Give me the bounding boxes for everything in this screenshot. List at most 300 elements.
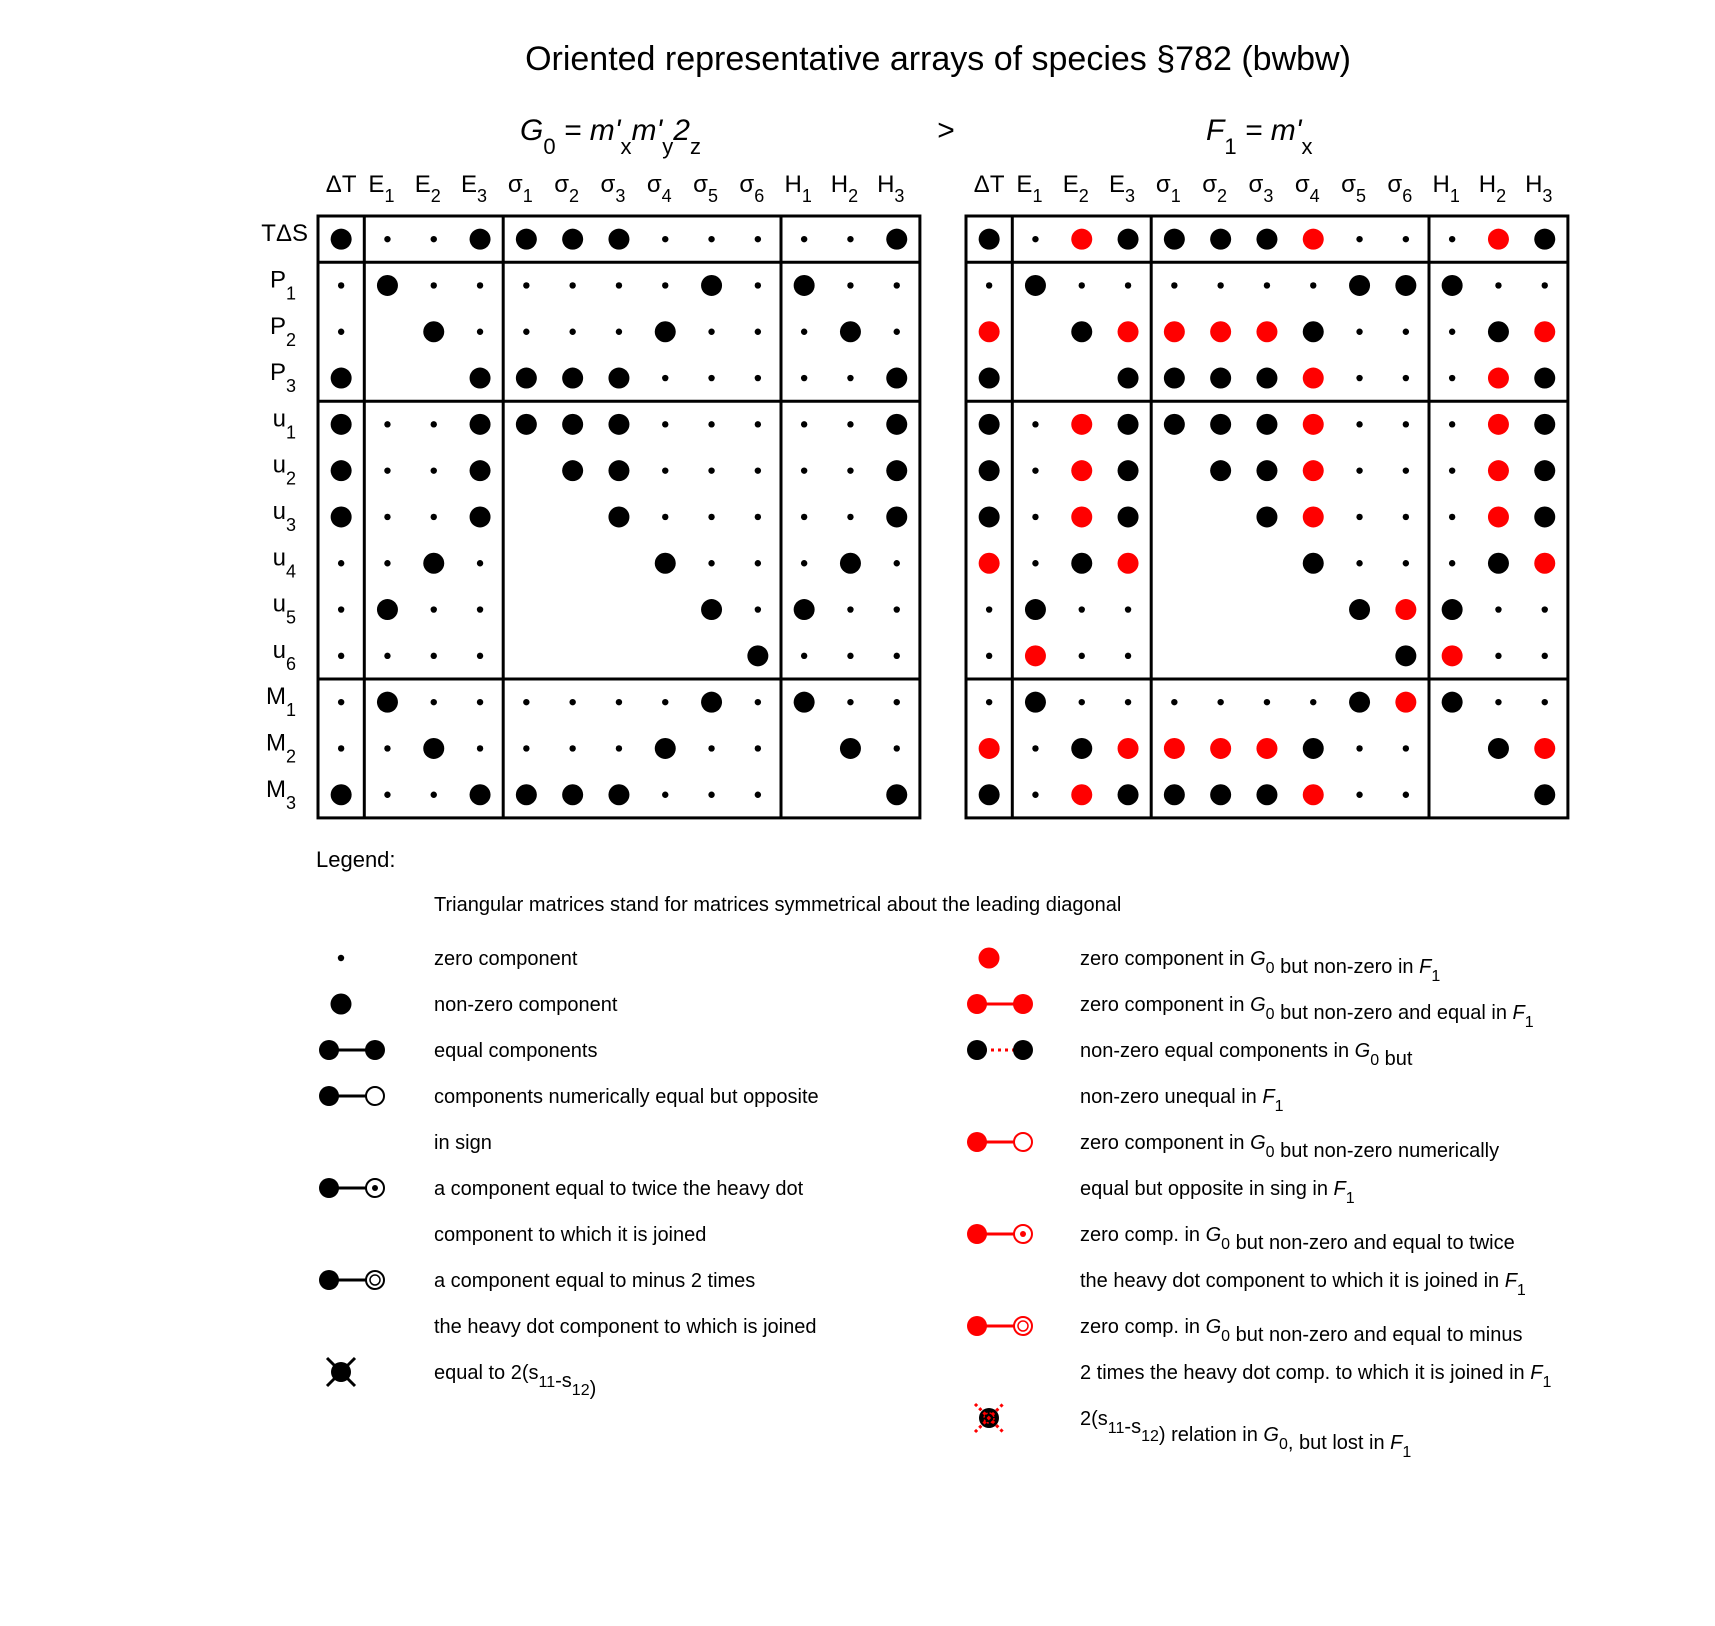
nonzero-dot	[886, 368, 907, 389]
zero-dot	[1356, 421, 1362, 427]
zero-dot	[1403, 421, 1409, 427]
legend-text: $2(s_{11}-s_{12})$ relation in $G_0$, but lost in $F_1$	[1080, 1408, 1412, 1461]
red-dot	[1488, 229, 1509, 250]
nonzero-dot	[979, 506, 1000, 527]
nonzero-dot	[794, 692, 815, 713]
legend-left-column	[319, 948, 819, 1400]
legend-text: non-zero component	[434, 994, 618, 1016]
zero-dot	[801, 514, 807, 520]
red-dot	[1303, 229, 1324, 250]
nonzero-dot	[1488, 553, 1509, 574]
zero-dot	[1403, 236, 1409, 242]
crossed-dot-icon	[327, 1358, 355, 1386]
nonzero-dot	[1210, 368, 1231, 389]
zero-dot	[801, 236, 807, 242]
red-dot	[1534, 553, 1555, 574]
nonzero-dot	[470, 414, 491, 435]
right-col-header: $\sigma_5$	[1341, 171, 1366, 206]
right-group-label	[1206, 114, 1313, 159]
zero-dot	[847, 421, 853, 427]
legend-text: a component equal to minus 2 times	[434, 1270, 756, 1292]
red-dot-icon	[979, 948, 1000, 969]
left-col-header: $\sigma_4$	[646, 171, 672, 206]
zero-dot	[894, 745, 900, 751]
red-equal-link-icon	[967, 994, 1033, 1014]
nonzero-dot	[1395, 645, 1416, 666]
row-header: $P_3$	[269, 359, 296, 397]
row-header: $M_1$	[265, 683, 296, 721]
zero-dot	[431, 421, 437, 427]
zero-dot	[1032, 560, 1038, 566]
red-dot	[1303, 784, 1324, 805]
dotted-link-icon	[967, 1040, 1033, 1060]
zero-dot	[1079, 699, 1085, 705]
nonzero-dot	[608, 460, 629, 481]
zero-dot	[755, 699, 761, 705]
nonzero-dot	[608, 368, 629, 389]
zero-dot	[755, 375, 761, 381]
zero-dot	[1495, 699, 1501, 705]
nonzero-dot	[516, 414, 537, 435]
zero-dot	[847, 467, 853, 473]
nonzero-dot	[886, 784, 907, 805]
right-col-header: $H_2$	[1478, 171, 1507, 206]
nonzero-dot	[1071, 553, 1092, 574]
zero-dot	[616, 329, 622, 335]
nonzero-dot	[1210, 460, 1231, 481]
left-col-header: $\sigma_2$	[554, 171, 580, 206]
zero-dot	[1079, 653, 1085, 659]
red-dot	[1025, 645, 1046, 666]
zero-dot	[1449, 560, 1455, 566]
nonzero-dot	[331, 460, 352, 481]
right-col-header: $\sigma_6$	[1387, 171, 1413, 206]
red-opposite-link-icon	[967, 1132, 1032, 1152]
zero-dot	[1032, 745, 1038, 751]
nonzero-dot	[840, 738, 861, 759]
red-minus-two-link-icon	[967, 1316, 1032, 1336]
zero-dot	[708, 375, 714, 381]
legend-text: a component equal to twice the heavy dot	[434, 1178, 804, 1200]
nonzero-dot	[1256, 506, 1277, 527]
zero-dot	[847, 375, 853, 381]
zero-dot	[894, 653, 900, 659]
zero-dot	[1171, 282, 1177, 288]
zero-dot	[801, 421, 807, 427]
row-header: $M_2$	[265, 729, 296, 767]
legend-text: components numerically equal but opposite	[434, 1086, 819, 1108]
nonzero-dot	[331, 229, 352, 250]
zero-dot	[1310, 699, 1316, 705]
zero-dot	[1495, 606, 1501, 612]
legend-title: Legend:	[316, 847, 396, 872]
nonzero-dot	[979, 368, 1000, 389]
zero-dot	[1217, 282, 1223, 288]
lost-relation-icon	[975, 1404, 1003, 1432]
red-dot	[1164, 321, 1185, 342]
zero-dot	[708, 421, 714, 427]
nonzero-dot	[655, 553, 676, 574]
zero-dot	[1032, 421, 1038, 427]
zero-dot	[384, 236, 390, 242]
nonzero-dot	[423, 321, 444, 342]
red-dot	[1256, 321, 1277, 342]
nonzero-dot	[1164, 368, 1185, 389]
zero-dot	[801, 653, 807, 659]
zero-dot	[431, 282, 437, 288]
legend-text: 2 times the heavy dot comp. to which it is joined in $F_1$	[1080, 1362, 1552, 1391]
zero-dot	[477, 606, 483, 612]
zero-dot	[1032, 467, 1038, 473]
zero-dot	[708, 745, 714, 751]
right-col-header: $\sigma_1$	[1155, 171, 1181, 206]
red-dot	[1534, 321, 1555, 342]
zero-dot	[847, 699, 853, 705]
zero-dot	[1032, 792, 1038, 798]
zero-dot	[1356, 745, 1362, 751]
zero-dot	[847, 282, 853, 288]
red-dot	[1488, 414, 1509, 435]
zero-dot	[662, 421, 668, 427]
left-col-header: $\sigma_6$	[739, 171, 765, 206]
zero-dot	[523, 329, 529, 335]
zero-dot	[1264, 699, 1270, 705]
nonzero-dot	[1025, 599, 1046, 620]
nonzero-dot	[470, 229, 491, 250]
zero-dot	[1542, 282, 1548, 288]
legend-text: zero component in $G_0$ but non-zero and equal in $F_1$	[1080, 994, 1534, 1031]
nonzero-dot	[1256, 368, 1277, 389]
zero-dot	[384, 514, 390, 520]
legend-right-column	[967, 948, 1551, 1462]
nonzero-dot	[608, 784, 629, 805]
zero-dot	[894, 699, 900, 705]
nonzero-dot	[423, 738, 444, 759]
twice-link-icon	[319, 1178, 384, 1198]
nonzero-dot	[1349, 692, 1370, 713]
nonzero-dot	[562, 460, 583, 481]
zero-dot	[384, 745, 390, 751]
nonzero-dot	[886, 506, 907, 527]
zero-dot	[431, 653, 437, 659]
red-dot	[979, 321, 1000, 342]
zero-dot	[477, 653, 483, 659]
red-dot	[1534, 738, 1555, 759]
left-col-header: ΔT	[325, 171, 357, 198]
zero-dot	[384, 792, 390, 798]
nonzero-dot	[470, 784, 491, 805]
zero-dot	[662, 699, 668, 705]
row-header: $u_5$	[272, 590, 296, 628]
zero-dot	[894, 606, 900, 612]
right-col-header: $E_3$	[1109, 171, 1136, 206]
red-dot	[1303, 506, 1324, 527]
zero-dot	[662, 514, 668, 520]
zero-dot	[986, 699, 992, 705]
zero-dot	[431, 792, 437, 798]
left-col-header: $\sigma_1$	[507, 171, 533, 206]
nonzero-dot	[470, 460, 491, 481]
zero-dot	[1310, 282, 1316, 288]
row-header: TΔS	[261, 220, 308, 248]
zero-dot	[338, 699, 344, 705]
zero-dot	[986, 653, 992, 659]
nonzero-dot	[1303, 321, 1324, 342]
nonzero-dot	[1118, 229, 1139, 250]
zero-dot	[1356, 236, 1362, 242]
zero-dot	[569, 699, 575, 705]
zero-dot	[523, 699, 529, 705]
red-dot	[1488, 460, 1509, 481]
nonzero-dot	[1025, 692, 1046, 713]
nonzero-dot	[331, 368, 352, 389]
left-col-header: $E_3$	[461, 171, 488, 206]
nonzero-dot	[562, 784, 583, 805]
right-col-header: $E_1$	[1016, 171, 1043, 206]
row-header: $P_1$	[269, 266, 296, 304]
nonzero-dot	[516, 229, 537, 250]
right-col-header: ΔT	[973, 171, 1005, 198]
red-twice-link-icon	[967, 1224, 1032, 1244]
right-col-header: $H_3$	[1525, 171, 1553, 206]
red-dot	[1303, 460, 1324, 481]
nonzero-dot	[1442, 692, 1463, 713]
zero-dot	[338, 329, 344, 335]
nonzero-dot	[886, 229, 907, 250]
zero-dot	[1079, 282, 1085, 288]
zero-dot	[1403, 329, 1409, 335]
nonzero-dot	[979, 229, 1000, 250]
zero-dot	[1542, 606, 1548, 612]
nonzero-dot	[979, 460, 1000, 481]
zero-dot	[1125, 653, 1131, 659]
nonzero-dot	[1164, 414, 1185, 435]
zero-dot	[755, 745, 761, 751]
zero-dot	[431, 606, 437, 612]
red-dot	[1442, 645, 1463, 666]
nonzero-dot	[608, 506, 629, 527]
nonzero-dot	[701, 275, 722, 296]
zero-dot	[1449, 467, 1455, 473]
zero-dot	[1495, 282, 1501, 288]
nonzero-dot	[1303, 738, 1324, 759]
zero-dot	[616, 699, 622, 705]
zero-dot	[662, 792, 668, 798]
nonzero-dot	[562, 414, 583, 435]
left-col-header: $H_3$	[877, 171, 905, 206]
matrix-right	[966, 171, 1568, 818]
nonzero-dot	[1534, 460, 1555, 481]
nonzero-dot	[608, 414, 629, 435]
legend-text: zero comp. in $G_0$ but non-zero and equal to minus	[1080, 1316, 1523, 1346]
zero-dot	[1542, 699, 1548, 705]
nonzero-dot	[331, 414, 352, 435]
zero-dot	[1356, 560, 1362, 566]
zero-dot	[384, 653, 390, 659]
red-dot	[1071, 784, 1092, 805]
zero-dot	[755, 514, 761, 520]
row-header: $u_1$	[272, 405, 296, 443]
right-col-header: $E_2$	[1062, 171, 1089, 206]
nonzero-dot	[1118, 460, 1139, 481]
legend-note: Triangular matrices stand for matrices symmetrical about the leading diagonal	[434, 894, 1122, 916]
nonzero-dot	[655, 321, 676, 342]
red-dot	[1303, 368, 1324, 389]
opposite-link-icon	[319, 1086, 384, 1106]
zero-dot	[708, 236, 714, 242]
zero-dot	[1356, 375, 1362, 381]
zero-dot	[708, 467, 714, 473]
red-dot	[1488, 506, 1509, 527]
zero-dot	[847, 606, 853, 612]
zero-dot	[384, 560, 390, 566]
nonzero-dot	[1118, 368, 1139, 389]
nonzero-dot	[331, 784, 352, 805]
zero-dot	[847, 236, 853, 242]
legend-text: the heavy dot component to which it is joined in $F_1$	[1080, 1270, 1526, 1299]
nonzero-dot	[1488, 738, 1509, 759]
nonzero-dot	[1256, 414, 1277, 435]
red-dot	[979, 738, 1000, 759]
legend-text: non-zero unequal in $F_1$	[1080, 1086, 1284, 1115]
nonzero-dot	[516, 784, 537, 805]
nonzero-dot	[840, 321, 861, 342]
nonzero-dot	[1164, 229, 1185, 250]
nonzero-dot	[1210, 414, 1231, 435]
nonzero-dot	[1303, 553, 1324, 574]
zero-dot	[986, 282, 992, 288]
nonzero-dot	[747, 645, 768, 666]
row-header: $u_6$	[272, 636, 296, 674]
left-col-header: $H_1$	[784, 171, 812, 206]
zero-dot	[1449, 514, 1455, 520]
nonzero-dot	[1395, 275, 1416, 296]
zero-dot	[477, 745, 483, 751]
zero-dot	[1403, 745, 1409, 751]
zero-dot	[338, 606, 344, 612]
red-dot	[1071, 460, 1092, 481]
zero-dot	[569, 329, 575, 335]
zero-dot	[384, 467, 390, 473]
zero-dot	[1449, 375, 1455, 381]
nonzero-dot	[1488, 321, 1509, 342]
zero-dot	[894, 329, 900, 335]
zero-dot	[1403, 792, 1409, 798]
red-dot	[1071, 414, 1092, 435]
left-col-header: $E_1$	[368, 171, 395, 206]
nonzero-dot	[1534, 784, 1555, 805]
legend-text: equal to $2(s_{11}-s_{12})$	[434, 1362, 597, 1400]
nonzero-dot	[1256, 229, 1277, 250]
zero-dot	[431, 467, 437, 473]
red-dot	[1164, 738, 1185, 759]
nonzero-dot	[1349, 275, 1370, 296]
nonzero-dot	[1164, 784, 1185, 805]
nonzero-dot	[1118, 414, 1139, 435]
zero-dot	[431, 514, 437, 520]
nonzero-dot	[886, 414, 907, 435]
zero-dot	[338, 282, 344, 288]
left-group-label	[520, 114, 701, 159]
legend-text: zero component in $G_0$ but non-zero numerically	[1080, 1132, 1500, 1162]
right-col-header: $\sigma_4$	[1294, 171, 1320, 206]
row-header: $M_3$	[265, 775, 296, 813]
nonzero-dot	[1534, 506, 1555, 527]
zero-dot	[1217, 699, 1223, 705]
red-dot	[1303, 414, 1324, 435]
zero-dot	[1403, 467, 1409, 473]
red-dot	[1210, 321, 1231, 342]
zero-dot	[1449, 329, 1455, 335]
zero-dot	[1403, 560, 1409, 566]
zero-dot	[755, 606, 761, 612]
zero-dot	[755, 421, 761, 427]
zero-dot	[1264, 282, 1270, 288]
nonzero-dot	[979, 784, 1000, 805]
red-dot	[979, 553, 1000, 574]
page-title: Oriented representative arrays of species §782 (bwbw)	[525, 40, 1351, 78]
nonzero-dot	[377, 692, 398, 713]
legend-text: zero component	[434, 948, 578, 970]
zero-dot	[1032, 514, 1038, 520]
legend-text: equal components	[434, 1040, 598, 1062]
nonzero-dot	[1210, 229, 1231, 250]
zero-dot	[569, 282, 575, 288]
nonzero-dot	[840, 553, 861, 574]
nonzero-dot	[1534, 229, 1555, 250]
matrix-left	[261, 171, 920, 818]
nonzero-dot	[1071, 321, 1092, 342]
zero-dot	[477, 560, 483, 566]
nonzero-dot	[470, 506, 491, 527]
nonzero-dot	[423, 553, 444, 574]
zero-dot	[1403, 375, 1409, 381]
red-dot	[1118, 553, 1139, 574]
zero-dot	[662, 467, 668, 473]
zero-dot	[1449, 236, 1455, 242]
zero-dot	[755, 560, 761, 566]
zero-dot	[986, 606, 992, 612]
row-header: $u_4$	[272, 544, 296, 582]
zero-dot	[477, 329, 483, 335]
zero-dot	[1079, 606, 1085, 612]
zero-dot	[1356, 514, 1362, 520]
legend-text: in sign	[434, 1132, 492, 1154]
red-dot	[1488, 368, 1509, 389]
nonzero-dot	[701, 599, 722, 620]
red-dot	[1395, 599, 1416, 620]
nonzero-dot	[1118, 506, 1139, 527]
nonzero-dot	[516, 368, 537, 389]
zero-dot	[708, 329, 714, 335]
legend-text: equal but opposite in sing in $F_1$	[1080, 1178, 1355, 1207]
zero-dot	[1125, 699, 1131, 705]
nonzero-dot	[470, 368, 491, 389]
zero-dot	[755, 792, 761, 798]
red-dot	[1210, 738, 1231, 759]
legend-text: non-zero equal components in $G_0$ but	[1080, 1040, 1413, 1070]
zero-dot	[1356, 792, 1362, 798]
comparator: >	[937, 114, 955, 147]
right-col-header: $\sigma_2$	[1202, 171, 1228, 206]
zero-dot	[523, 282, 529, 288]
zero-dot	[755, 282, 761, 288]
red-dot	[1071, 506, 1092, 527]
left-col-header: $\sigma_5$	[693, 171, 718, 206]
nonzero-dot	[1442, 599, 1463, 620]
zero-dot	[894, 282, 900, 288]
zero-dot	[616, 282, 622, 288]
